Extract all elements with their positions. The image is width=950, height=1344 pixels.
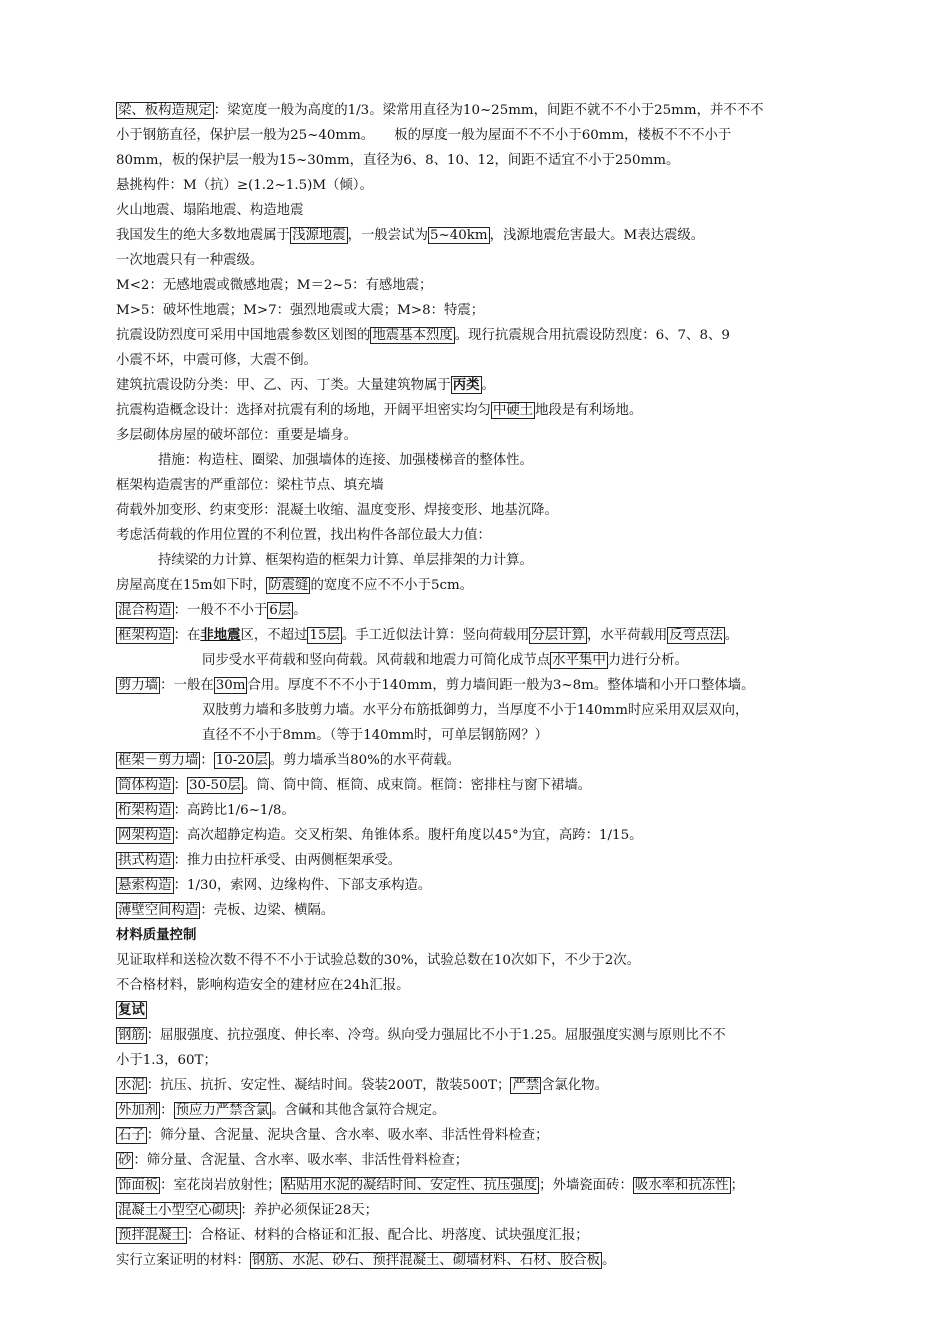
text-segment: 小于钢筋直径，保护层一般为25~40mm。 板的厚度一般为屋面不不不小于60mm，楼板不不不小于 <box>116 128 732 143</box>
text-line <box>116 98 888 123</box>
text-line <box>116 598 888 623</box>
boxed-term: 防震缝 <box>268 578 309 593</box>
text-segment: ，一般尝试为 <box>347 228 428 243</box>
text-segment: 建筑抗震设防分类：甲、乙、丙、丁类。大量建筑物属于 <box>116 378 451 393</box>
text-line <box>116 273 888 298</box>
boxed-term: 复试 <box>118 1002 145 1018</box>
text-line <box>116 498 888 523</box>
text-segment: ：抗压、抗折、安定性、凝结时间。袋装200T，散装500T； <box>146 1078 511 1093</box>
text-segment: ：室花岗岩放射性； <box>160 1178 281 1193</box>
text-line <box>116 323 888 348</box>
text-line <box>116 123 888 148</box>
text-line <box>116 348 888 373</box>
text-line <box>116 623 888 648</box>
text-segment: 持续梁的力计算、框架构造的框架力计算、单层排架的力计算。 <box>158 553 533 568</box>
text-segment: 多层砌体房屋的破坏部位：重要是墙身。 <box>116 428 358 443</box>
boxed-term: 15层 <box>309 628 340 643</box>
boxed-term: 预应力严禁含氯 <box>175 1103 270 1118</box>
text-segment: 力进行分析。 <box>607 653 689 668</box>
text-segment: M<2：无感地震或微感地震；M＝2~5：有感地震； <box>116 278 433 293</box>
text-line <box>116 698 888 723</box>
boxed-term: 6层 <box>269 603 292 618</box>
boxed-term: 严禁 <box>512 1078 540 1093</box>
boxed-term: 石子 <box>118 1128 145 1143</box>
text-segment: ：高跨比1/6~1/8。 <box>173 803 295 818</box>
boxed-term: 5~40km <box>429 228 488 243</box>
text-segment: 考虑活荷载的作用位置的不利位置，找出构件各部位最大力值： <box>116 528 491 543</box>
boxed-term: 丙类 <box>452 377 480 393</box>
text-segment: 合用。厚度不不不小于140mm，剪力墙间距一般为3~8m。整体墙和小开口整体墙。 <box>247 678 755 693</box>
text-segment: 。手工近似法计算：竖向荷载用 <box>341 628 530 643</box>
text-line <box>116 448 888 473</box>
text-segment: 地段是有利场地。 <box>535 403 643 418</box>
text-segment: 双肢剪力墙和多肢剪力墙。水平分布筋抵御剪力，当厚度不小于140mm时应采用双层双向， <box>202 703 749 718</box>
text-line <box>116 198 888 223</box>
text-segment: 小于1.3，60T； <box>116 1053 217 1068</box>
boxed-term: 薄壁空间构造 <box>118 903 199 918</box>
boxed-term: 30-50层 <box>188 778 241 793</box>
text-line <box>116 773 888 798</box>
boxed-term: 桁架构造 <box>118 803 172 818</box>
text-line <box>116 223 888 248</box>
text-line <box>116 823 888 848</box>
text-line <box>116 248 888 273</box>
boxed-term: 砂 <box>118 1153 132 1168</box>
boxed-term: 框架－剪力墙 <box>118 753 199 768</box>
text-line <box>116 1023 888 1048</box>
text-segment: 小震不坏，中震可修，大震不倒。 <box>116 353 317 368</box>
text-segment: 措施：构造柱、圈梁、加强墙体的连接、加强楼梯音的整体性。 <box>158 453 533 468</box>
text-segment: ：壳板、边梁、横隔。 <box>200 903 335 918</box>
text-line <box>116 798 888 823</box>
text-line <box>116 948 888 973</box>
boxed-term: 筒体构造 <box>118 778 172 793</box>
boxed-term: 饰面板 <box>118 1178 159 1193</box>
boxed-term: 混凝土小型空心砌块 <box>118 1203 239 1218</box>
boxed-term: 吸水率和抗冻性 <box>634 1178 729 1193</box>
boxed-term: 剪力墙 <box>118 678 159 693</box>
boxed-term: 混合构造 <box>118 603 172 618</box>
text-segment: ：在 <box>173 628 201 643</box>
section-heading <box>116 923 888 948</box>
text-segment: ：1/30，索网、边缘构件、下部支承构造。 <box>173 878 432 893</box>
text-segment: ： <box>200 753 214 768</box>
text-segment: ：屈服强度、抗拉强度、伸长率、冷弯。纵向受力强屈比不小于1.25。屈服强度实测与原则比不不 <box>146 1028 726 1043</box>
text-segment: 我国发生的绝大多数地震属于 <box>116 228 291 243</box>
text-line <box>116 473 888 498</box>
text-line <box>116 398 888 423</box>
text-line <box>116 648 888 673</box>
text-segment: ：一般在 <box>160 678 214 693</box>
text-segment: 。 <box>724 628 739 643</box>
text-line <box>116 1173 888 1198</box>
text-line <box>116 848 888 873</box>
boxed-term: 水泥 <box>118 1078 145 1093</box>
text-segment: 非地震 <box>200 627 241 643</box>
text-line <box>116 1048 888 1073</box>
text-line <box>116 1073 888 1098</box>
text-line <box>116 173 888 198</box>
text-segment: ：推力由拉杆承受、由两侧框架承受。 <box>173 853 402 868</box>
text-line <box>116 723 888 748</box>
text-segment: ，浅源地震危害最大。M表达震级。 <box>489 228 705 243</box>
boxed-term: 网架构造 <box>118 828 172 843</box>
text-segment: 见证取样和送检次数不得不不小于试验总数的30%，试验总数在10次如下，不少于2次。 <box>116 953 640 968</box>
boxed-term: 地震基本烈度 <box>372 328 453 343</box>
text-line <box>116 973 888 998</box>
text-line <box>116 873 888 898</box>
text-line <box>116 148 888 173</box>
text-segment: 直径不不小于8mm。（等于140mm时，可单层钢筋网？） <box>202 728 548 743</box>
boxed-term: 外加剂 <box>118 1103 159 1118</box>
text-segment: ：一般不不小于 <box>173 603 268 618</box>
text-segment: 同步受水平荷载和竖向荷载。风荷载和地震力可简化成节点 <box>202 653 551 668</box>
text-line <box>116 1223 888 1248</box>
boxed-term: 水平集中 <box>552 653 606 668</box>
text-line <box>116 1123 888 1148</box>
text-segment: 。 <box>293 603 307 618</box>
text-line <box>116 1148 888 1173</box>
text-line <box>116 1098 888 1123</box>
text-segment: ，水平荷载用 <box>586 628 668 643</box>
text-segment: ：梁宽度一般为高度的1/3。梁常用直径为10~25mm，间距不就不不小于25mm，并不不不 <box>213 103 764 118</box>
text-line <box>116 748 888 773</box>
boxed-term: 钢筋 <box>118 1028 145 1043</box>
text-line <box>116 523 888 548</box>
text-segment: 荷载外加变形、约束变形：混凝土收缩、温度变形、焊接变形、地基沉降。 <box>116 503 558 518</box>
text-segment: M>5：破坏性地震；M>7：强烈地震或大震；M>8：特震； <box>116 303 485 318</box>
text-line <box>116 423 888 448</box>
text-line <box>116 548 888 573</box>
text-line <box>116 898 888 923</box>
text-segment: ： <box>160 1103 174 1118</box>
text-segment: 80mm，板的保护层一般为15~30mm，直径为6、8、10、12，间距不适宜不小于250mm。 <box>116 153 680 168</box>
boxed-term: 框架构造 <box>118 628 172 643</box>
text-segment: ：养护必须保证28天； <box>240 1203 379 1218</box>
text-segment: ；外墙瓷面砖： <box>539 1178 633 1193</box>
text-segment: ：高次超静定构造。交叉桁架、角锥体系。腹杆角度以45°为宜，高跨：1/15。 <box>173 828 643 843</box>
text-segment: 含氯化物。 <box>541 1078 609 1093</box>
boxed-term: 悬索构造 <box>118 878 172 893</box>
text-line <box>116 298 888 323</box>
boxed-term: 分层计算 <box>531 628 585 643</box>
text-line <box>116 373 888 398</box>
text-segment: 火山地震、塌陷地震、构造地震 <box>116 203 304 218</box>
text-line <box>116 1198 888 1223</box>
text-segment: ； <box>730 1178 744 1193</box>
text-segment: 抗震设防烈度可采用中国地震参数区划图的 <box>116 328 371 343</box>
text-segment: 悬挑构件：M（抗）≥(1.2~1.5)M（倾）。 <box>116 178 373 193</box>
boxed-term: 浅源地震 <box>292 228 346 243</box>
boxed-term: 拱式构造 <box>118 853 172 868</box>
boxed-term: 粘贴用水泥的凝结时间、安定性、抗压强度 <box>282 1178 538 1193</box>
text-line <box>116 673 888 698</box>
text-segment: 框架构造震害的严重部位：梁柱节点、填充墙 <box>116 478 384 493</box>
text-segment: 一次地震只有一种震级。 <box>116 253 264 268</box>
text-segment: 材料质量控制 <box>116 928 197 943</box>
boxed-term: 30m <box>215 678 246 693</box>
text-segment: 实行立案证明的材料： <box>116 1253 250 1268</box>
boxed-term: 梁、板构造规定 <box>118 103 212 118</box>
text-segment: 。 <box>481 378 495 393</box>
text-segment: 不合格材料，影响构造安全的建材应在24h汇报。 <box>116 978 410 993</box>
text-segment: 。 <box>602 1253 616 1268</box>
boxed-term: 中硬土 <box>492 403 534 418</box>
text-segment: 。筒、筒中筒、框筒、成束筒。框筒：密排柱与窗下裙墙。 <box>242 778 592 793</box>
text-segment: 。剪力墙承当80%的水平荷载。 <box>269 753 461 768</box>
text-line <box>116 1248 888 1273</box>
text-segment: ：筛分量、含泥量、泥块含量、含水率、吸水率、非活性骨料检查； <box>146 1128 549 1143</box>
document-body <box>116 98 888 1273</box>
boxed-term: 钢筋、水泥、砂石、预拌混凝土、砌墙材料、石材、胶合板 <box>251 1253 601 1268</box>
boxed-term: 反弯点法 <box>669 628 723 643</box>
text-segment: 房屋高度在15m如下时， <box>116 578 267 593</box>
text-segment: 的宽度不应不不小于5cm。 <box>310 578 474 593</box>
text-segment: ：合格证、材料的合格证和汇报、配合比、坍落度、试块强度汇报； <box>186 1228 589 1243</box>
text-segment: 。现行抗震规合用抗震设防烈度：6、7、8、9 <box>454 328 730 343</box>
text-segment: ：筛分量、含泥量、含水率、吸水率、非活性骨料检查； <box>133 1153 469 1168</box>
text-segment: 区，不超过 <box>240 628 308 643</box>
text-segment: 抗震构造概念设计：选择对抗震有利的场地，开阔平坦密实均匀 <box>116 403 491 418</box>
boxed-term: 预拌混凝土 <box>118 1228 185 1243</box>
text-segment: ： <box>173 778 187 793</box>
boxed-term: 10-20层 <box>215 753 268 768</box>
text-line <box>116 998 888 1023</box>
text-segment: 。含碱和其他含氯符合规定。 <box>271 1103 446 1118</box>
text-line <box>116 573 888 598</box>
